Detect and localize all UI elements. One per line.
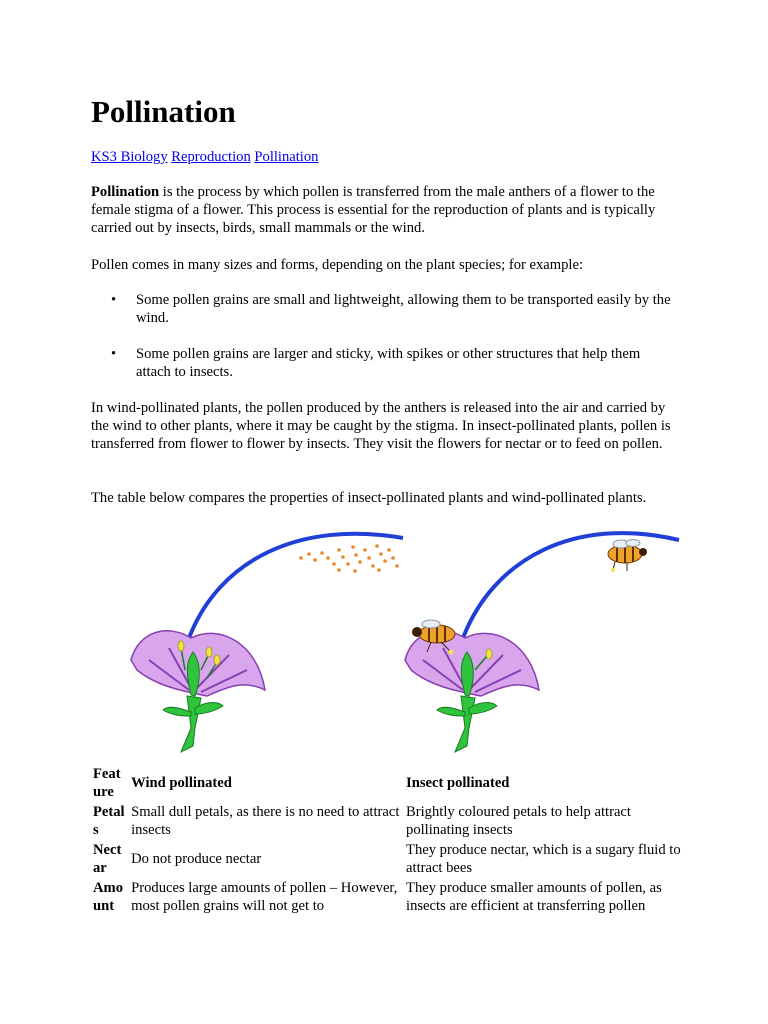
row-wind-cell: Do not produce nectar [131,851,262,867]
intro-paragraph [91,183,679,237]
bullet-icon: • [111,292,117,308]
breadcrumb-link-pollination[interactable]: Pollination [254,149,319,165]
row-insect-cell: They produce nectar, which is a sugary fluid to attract bees [406,842,681,876]
header-insect: Insect pollinated [406,775,510,791]
row-insect-cell: They produce smaller amounts of pollen, as insects are efficient at transferring pollen [406,880,662,914]
insect-arc [463,533,679,638]
pollen-grains-icon [299,544,399,573]
table-row [91,802,695,840]
flower-icon [131,631,265,752]
header-feature: Feature [93,766,121,800]
wind-insect-paragraph: In wind-pollinated plants, the pollen produced by the anthers is released into the air and carried by the wind to other plants, where it may be caught by the stigma. In insect-pollinated plants, pollen is transferred from flower to flower by insects. They visit the flowers for nectar or to feed on pollen. [91,400,671,452]
row-feature-cell: Nectar [93,842,122,876]
intro-term: Pollination [91,184,160,200]
table-header-row [91,764,695,802]
row-insect-cell: Brightly coloured petals to help attract pollinating insects [406,804,631,838]
breadcrumb-link-reproduction[interactable]: Reproduction [171,149,251,165]
wind-arc [189,534,403,638]
wind-pollination-figure [131,534,403,752]
page-title: Pollination [91,94,236,129]
pollen-types-list [91,291,679,381]
header-wind: Wind pollinated [131,775,232,791]
breadcrumb-link-ks3-biology[interactable]: KS3 Biology [91,149,168,165]
list-item-text: Some pollen grains are small and lightweight, allowing them to be transported easily by the wind. [136,292,671,326]
comparison-table-container [91,764,701,914]
bee-icon [608,540,647,573]
intro-text: is the process by which pollen is transferred from the male anthers of a flower to the female stigma of a flower. This process is essential for the reproduction of plants and is typically carried out by insects, birds, small mammals or the wind. [91,184,656,236]
comparison-table [91,764,695,914]
row-feature-cell: Amount [93,880,123,914]
row-wind-cell: Produces large amounts of pollen – However, most pollen grains will not get to [131,880,398,914]
row-wind-cell: Small dull petals, as there is no need to attract insects [131,804,400,838]
table-intro-paragraph: The table below compares the properties of insect-pollinated plants and wind-pollinated plants. [91,490,647,506]
breadcrumb [91,148,318,166]
list-item-text: Some pollen grains are larger and sticky, with spikes or other structures that help them attach to insects. [136,346,641,380]
pollination-illustration [129,520,719,760]
list-item [91,291,676,327]
insect-pollination-figure [405,533,679,752]
table-row [91,840,695,878]
list-item [91,345,676,381]
bullet-icon: • [111,346,117,362]
row-feature-cell: Petals [93,804,125,838]
pollen-intro-paragraph: Pollen comes in many sizes and forms, depending on the plant species; for example: [91,257,584,273]
flower-icon [405,631,539,752]
table-row [91,878,695,914]
